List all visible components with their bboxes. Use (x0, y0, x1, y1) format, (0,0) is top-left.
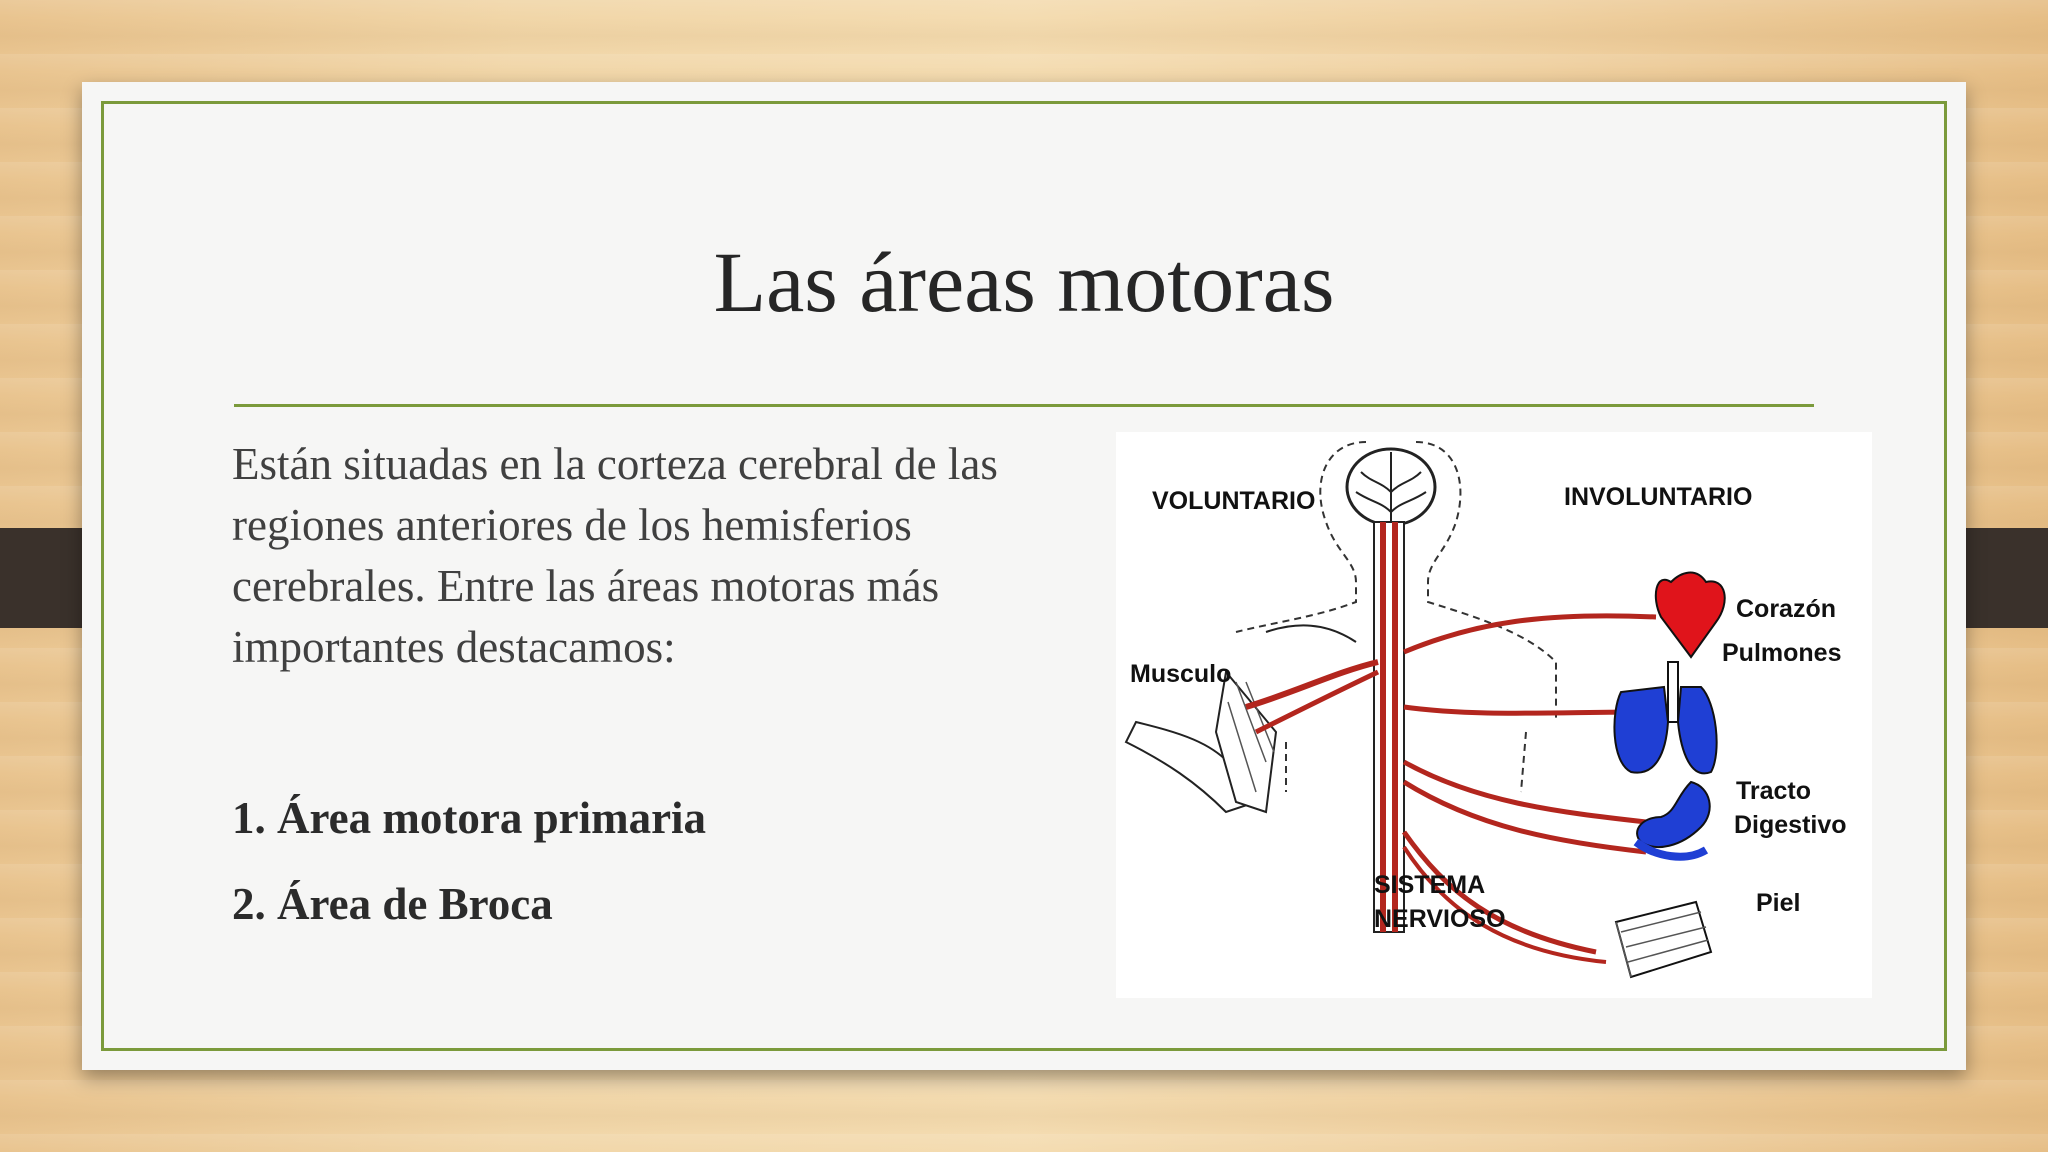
label-pulmones: Pulmones (1722, 639, 1842, 667)
label-involuntario: INVOLUNTARIO (1564, 483, 1753, 511)
slide (82, 82, 1966, 1070)
label-voluntario: VOLUNTARIO (1152, 487, 1316, 515)
list-item-primary-motor-area: 1. Área motora primaria (232, 793, 707, 843)
label-tracto: Tracto (1736, 777, 1812, 805)
label-musculo: Musculo (1130, 660, 1232, 688)
label-digestivo: Digestivo (1734, 811, 1847, 839)
label-piel: Piel (1756, 889, 1801, 917)
label-sistema: SISTEMA (1374, 871, 1486, 899)
title-divider (234, 404, 1814, 407)
list-item-broca-area: 2. Área de Broca (232, 879, 553, 929)
body-paragraph: Están situadas en la corteza cerebral de las regiones anteriores de los hemisferios cerebrales. Entre las áreas motoras más importantes destacamos: (232, 439, 998, 672)
slide-title: Las áreas motoras (713, 234, 1335, 330)
nervous-system-diagram (1116, 432, 1872, 998)
label-corazon: Corazón (1736, 595, 1836, 623)
label-nervioso: NERVIOSO (1374, 905, 1506, 933)
